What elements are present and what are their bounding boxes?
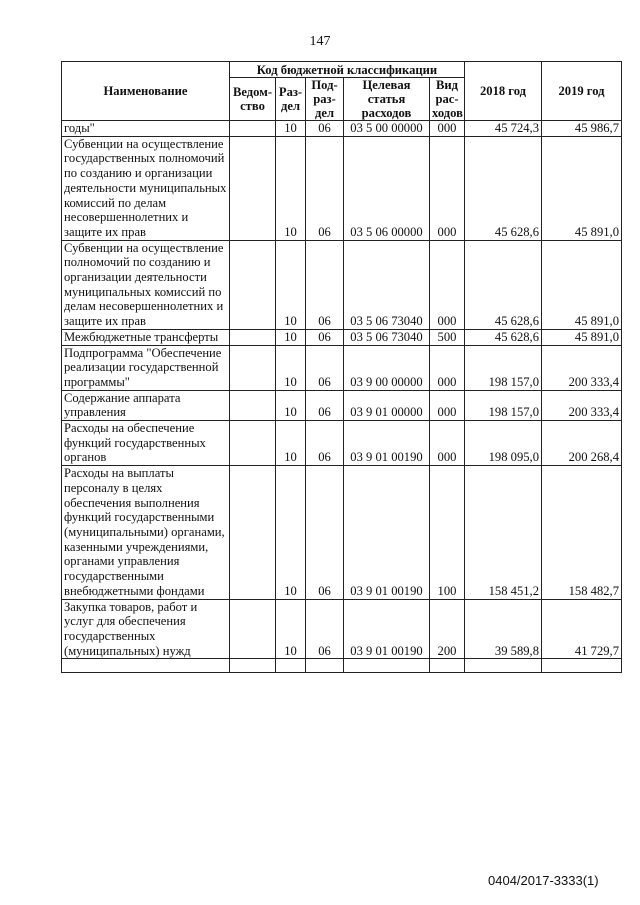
document-code: 0404/2017-3333(1) <box>488 873 599 888</box>
row-celevaya: 03 9 01 00000 <box>344 390 430 420</box>
row-value-2019: 45 891,0 <box>542 329 622 345</box>
row-value-2019: 200 268,4 <box>542 421 622 466</box>
row-vedomstvo <box>230 390 276 420</box>
row-name: Субвенции на осуществление полномочий по созданию и организации деятельности муниципальных комиссий по делам несовершеннолетних и защите их прав <box>62 240 230 329</box>
row-vid: 000 <box>430 121 465 137</box>
row-name: Подпрограмма "Обеспечение реализации государственной программы" <box>62 345 230 390</box>
row-podrazdel: 06 <box>306 390 344 420</box>
header-classification-code: Код бюджетной классификации <box>230 62 465 78</box>
row-vid: 500 <box>430 329 465 345</box>
row-vid: 000 <box>430 136 465 240</box>
row-celevaya: 03 5 06 00000 <box>344 136 430 240</box>
row-celevaya: 03 9 01 00190 <box>344 466 430 599</box>
row-razdel: 10 <box>276 390 306 420</box>
row-vedomstvo <box>230 345 276 390</box>
row-value-2018: 158 451,2 <box>465 466 542 599</box>
row-value-2018: 39 589,8 <box>465 599 542 659</box>
row-value-2018: 198 095,0 <box>465 421 542 466</box>
table-row <box>62 466 622 599</box>
page-number: 147 <box>309 34 331 49</box>
row-value-2018: 45 628,6 <box>465 136 542 240</box>
row-value-2018: 45 628,6 <box>465 240 542 329</box>
row-celevaya: 03 5 06 73040 <box>344 329 430 345</box>
header-vedomstvo: Ведом-ство <box>230 78 276 121</box>
table-row <box>62 121 622 137</box>
row-podrazdel: 06 <box>306 136 344 240</box>
row-razdel: 10 <box>276 599 306 659</box>
row-value-2019: 45 891,0 <box>542 136 622 240</box>
row-value-2019: 158 482,7 <box>542 466 622 599</box>
row-vid: 000 <box>430 240 465 329</box>
row-podrazdel: 06 <box>306 345 344 390</box>
row-name: Межбюджетные трансферты <box>62 329 230 345</box>
header-celevaya-statya: Целевая статья расходов <box>344 78 430 121</box>
row-podrazdel: 06 <box>306 466 344 599</box>
header-vid-rashodov: Вид рас-ходов <box>430 78 465 121</box>
row-razdel: 10 <box>276 121 306 137</box>
row-podrazdel: 06 <box>306 329 344 345</box>
row-podrazdel: 06 <box>306 121 344 137</box>
table-row <box>62 599 622 659</box>
row-value-2019: 45 986,7 <box>542 121 622 137</box>
row-vedomstvo <box>230 136 276 240</box>
row-name: Расходы на обеспечение функций государственных органов <box>62 421 230 466</box>
row-razdel: 10 <box>276 329 306 345</box>
row-vedomstvo <box>230 421 276 466</box>
row-razdel: 10 <box>276 240 306 329</box>
row-value-2018: 198 157,0 <box>465 345 542 390</box>
row-podrazdel: 06 <box>306 240 344 329</box>
row-vedomstvo <box>230 466 276 599</box>
row-name: Расходы на выплаты персоналу в целях обеспечения выполнения функций государственными (муниципальными) органами, казенными учреждениями, органами управления государственными внебюджетными фондами <box>62 466 230 599</box>
row-razdel: 10 <box>276 466 306 599</box>
row-vedomstvo <box>230 121 276 137</box>
table-row <box>62 345 622 390</box>
row-vid: 100 <box>430 466 465 599</box>
row-podrazdel: 06 <box>306 421 344 466</box>
row-value-2019: 45 891,0 <box>542 240 622 329</box>
row-value-2019: 200 333,4 <box>542 390 622 420</box>
row-name: Закупка товаров, работ и услуг для обеспечения государственных (муниципальных) нужд <box>62 599 230 659</box>
row-celevaya: 03 5 00 00000 <box>344 121 430 137</box>
header-podrazdel: Под-раз-дел <box>306 78 344 121</box>
row-name: Субвенции на осуществление государственных полномочий по созданию и организации деятельности муниципальных комиссий по делам несовершеннолетних и защите их прав <box>62 136 230 240</box>
row-vid: 200 <box>430 599 465 659</box>
row-razdel: 10 <box>276 421 306 466</box>
budget-table <box>61 61 622 673</box>
table-row <box>62 421 622 466</box>
row-value-2018: 45 724,3 <box>465 121 542 137</box>
table-row <box>62 136 622 240</box>
header-year-2018: 2018 год <box>465 62 542 121</box>
row-vid: 000 <box>430 345 465 390</box>
header-year-2019: 2019 год <box>542 62 622 121</box>
row-name: Содержание аппарата управления <box>62 390 230 420</box>
row-value-2018: 45 628,6 <box>465 329 542 345</box>
table-row <box>62 240 622 329</box>
row-celevaya: 03 9 00 00000 <box>344 345 430 390</box>
row-celevaya: 03 5 06 73040 <box>344 240 430 329</box>
row-vedomstvo <box>230 240 276 329</box>
row-vid: 000 <box>430 390 465 420</box>
row-celevaya: 03 9 01 00190 <box>344 421 430 466</box>
row-value-2019: 200 333,4 <box>542 345 622 390</box>
row-celevaya: 03 9 01 00190 <box>344 599 430 659</box>
table-row <box>62 390 622 420</box>
row-podrazdel: 06 <box>306 599 344 659</box>
row-value-2019: 41 729,7 <box>542 599 622 659</box>
row-razdel: 10 <box>276 136 306 240</box>
header-name: Наименование <box>62 62 230 121</box>
header-razdel: Раз-дел <box>276 78 306 121</box>
row-vedomstvo <box>230 599 276 659</box>
row-vedomstvo <box>230 329 276 345</box>
row-vid: 000 <box>430 421 465 466</box>
row-name: годы" <box>62 121 230 137</box>
row-razdel: 10 <box>276 345 306 390</box>
empty-table-row <box>62 659 622 673</box>
table-row <box>62 329 622 345</box>
row-value-2018: 198 157,0 <box>465 390 542 420</box>
